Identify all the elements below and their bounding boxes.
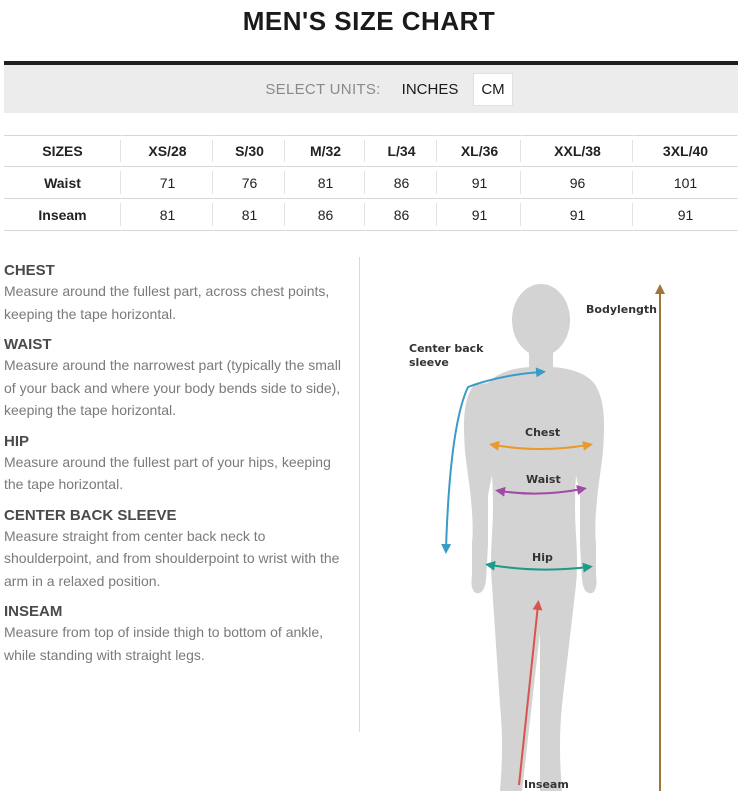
table-row-label: Waist (4, 167, 122, 199)
table-header-cell: XXL/38 (522, 135, 634, 167)
unit-inches-button[interactable]: INCHES (401, 80, 459, 98)
table-cell: 91 (438, 167, 522, 199)
units-label: SELECT UNITS: (265, 80, 381, 98)
table-row (4, 167, 738, 199)
measurement-text: Measure around the narrowest part (typically the small of your back and where your body bends side to side), keeping the tape horizontal. (4, 357, 341, 418)
table-cell: 81 (214, 199, 286, 231)
table-header-cell: L/34 (366, 135, 438, 167)
table-cell: 86 (366, 199, 438, 231)
measurement-hip (4, 432, 344, 496)
table-cell: 76 (214, 167, 286, 199)
size-table (4, 135, 738, 231)
inseam-label: Inseam (524, 778, 569, 791)
table-cell: 91 (634, 199, 738, 231)
table-header-cell: M/32 (286, 135, 366, 167)
table-header-cell: SIZES (4, 135, 122, 167)
table-header-cell: S/30 (214, 135, 286, 167)
table-cell: 81 (122, 199, 214, 231)
page-title: MEN'S SIZE CHART (242, 6, 496, 36)
center-back-sleeve-label: Center back sleeve (409, 342, 484, 369)
measurement-text: Measure from top of inside thigh to bottom of ankle, while standing with straight legs. (4, 624, 324, 663)
body-measurement-figure (390, 275, 690, 791)
bodylength-label: Bodylength (586, 303, 658, 316)
table-header-cell: XL/36 (438, 135, 522, 167)
measurement-chest (4, 261, 344, 325)
measurement-instructions (4, 261, 344, 676)
section-divider (359, 257, 360, 732)
table-cell: 86 (286, 199, 366, 231)
chest-label: Chest (525, 426, 561, 439)
measurement-title: INSEAM (4, 603, 63, 620)
measurement-text: Measure straight from center back neck to shoulderpoint, and from shoulderpoint to wrist with the arm in a relaxed position. (4, 527, 340, 589)
measurement-text: Measure around the fullest part, across chest points, keeping the tape horizontal. (4, 283, 330, 322)
measurement-inseam (4, 602, 344, 666)
table-header-row (4, 135, 738, 167)
unit-cm-button[interactable]: CM (473, 73, 512, 106)
table-cell: 81 (286, 167, 366, 199)
table-header-cell: 3XL/40 (634, 135, 738, 167)
measurement-waist (4, 335, 344, 422)
measurement-title: CENTER BACK SLEEVE (4, 506, 177, 524)
measurement-text: Measure around the fullest part of your hips, keeping the tape horizontal. (4, 453, 331, 492)
unit-selector-bar (4, 65, 738, 113)
table-cell: 71 (122, 167, 214, 199)
waist-label: Waist (526, 473, 561, 486)
table-row-label: Inseam (4, 199, 122, 231)
table-cell: 101 (634, 167, 738, 199)
table-header-cell: XS/28 (122, 135, 214, 167)
table-cell: 91 (522, 199, 634, 231)
measurement-title: WAIST (4, 336, 52, 353)
measurement-center-back-sleeve (4, 506, 344, 593)
measurement-title: HIP (4, 432, 30, 450)
table-row (4, 199, 738, 231)
hip-label: Hip (532, 551, 553, 564)
table-cell: 91 (438, 199, 522, 231)
table-cell: 96 (522, 167, 634, 199)
table-cell: 86 (366, 167, 438, 199)
measurement-title: CHEST (4, 262, 55, 279)
